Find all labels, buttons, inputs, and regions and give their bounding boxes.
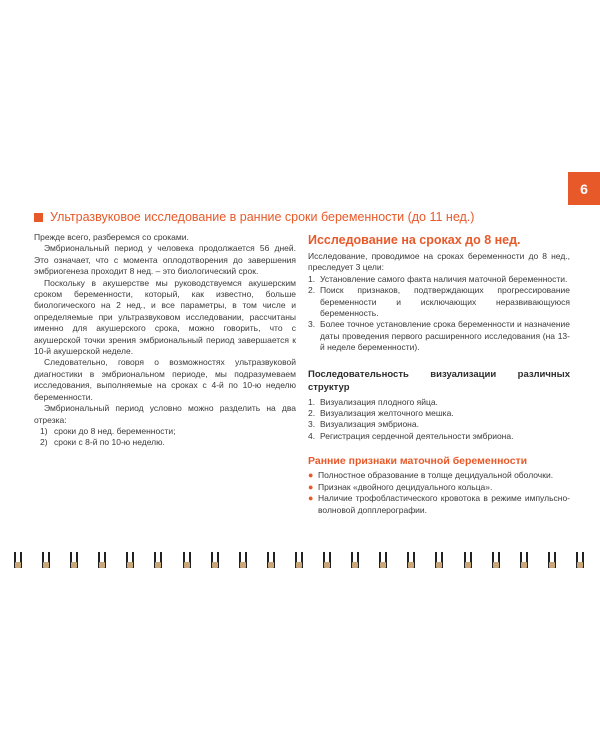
list-text: сроки до 8 нед. беременности;	[54, 425, 176, 436]
section-heading	[34, 210, 554, 224]
film-frame-icon	[546, 550, 560, 570]
list-text: сроки с 8-й по 10-ю неделю.	[54, 437, 165, 448]
film-frame-icon	[574, 550, 588, 570]
bullet-icon: ●	[308, 481, 314, 492]
film-frame-icon	[96, 550, 110, 570]
film-frame-icon	[433, 550, 447, 570]
film-frame-icon	[68, 550, 82, 570]
list-number: 1.	[308, 273, 316, 284]
film-frame-icon	[405, 550, 419, 570]
page-number: 6	[580, 180, 588, 197]
signs-title: Ранние признаки маточной беременности	[308, 455, 528, 468]
list-number: 3.	[308, 419, 316, 430]
right-column	[308, 232, 570, 516]
list-text: Полностное образование в толще децидуальной оболочки.	[318, 470, 554, 481]
list-item	[308, 319, 570, 353]
list-item	[34, 426, 296, 437]
visualization-list	[308, 397, 570, 443]
list-text: Признак «двойного децидуального кольца».	[318, 481, 493, 492]
list-text: Поиск признаков, подтверждающих прогрессирование беременности и исключающих неразвивающуюся беременность.	[320, 285, 570, 319]
list-number: 2.	[308, 408, 316, 419]
section-heading-text: Ультразвуковое исследование в ранние сроки беременности (до 11 нед.)	[50, 210, 475, 224]
list-text: Визуализация плодного яйца.	[320, 396, 438, 407]
list-item	[308, 419, 570, 430]
list-text: Визуализация эмбриона.	[320, 419, 419, 430]
list-item	[34, 437, 296, 448]
list-number: 1.	[308, 396, 316, 407]
film-frame-icon	[124, 550, 138, 570]
list-text: Регистрация сердечной деятельности эмбриона.	[320, 430, 514, 441]
square-bullet-icon	[34, 213, 43, 222]
film-frame-icon	[209, 550, 223, 570]
film-frame-icon	[237, 550, 251, 570]
visualization-title: Последовательность визуализации различных структур	[308, 368, 570, 393]
film-frame-icon	[152, 550, 166, 570]
left-column	[34, 232, 296, 449]
film-frame-icon	[518, 550, 532, 570]
list-item	[308, 493, 570, 516]
film-frame-icon	[321, 550, 335, 570]
paragraph: Поскольку в акушерстве мы руководствуемся акушерским сроком беременности, который, как известно, больше биологического на 2 нед., и все параметры, в том числе и определяемые при ультразвуковом исследовании, рассчитаны именно для акушерского срока, можно говорить, что с акушерской точки зрения эмбриональный период завершается к 10-й акушерской неделе.	[34, 277, 296, 357]
film-frame-icon	[265, 550, 279, 570]
film-frame-icon	[12, 550, 26, 570]
bullet-icon: ●	[308, 470, 314, 481]
list-text: Наличие трофобластического кровотока в режиме импульсно-волновой допплерографии.	[318, 493, 570, 515]
list-item	[308, 470, 570, 481]
subsection-title: Исследование на сроках до 8 нед.	[308, 233, 521, 247]
film-frame-icon	[349, 550, 363, 570]
list-number: 1)	[40, 425, 48, 436]
period-list	[34, 426, 296, 449]
list-item	[308, 482, 570, 493]
list-item	[308, 274, 570, 285]
list-text: Более точное установление срока беременности и назначение даты проведения первого расширенного исследования (на 13-й неделе беременности).	[320, 319, 570, 353]
goals-list	[308, 274, 570, 354]
list-item	[308, 431, 570, 442]
paragraph: Следовательно, говоря о возможностях ультразвуковой диагностики в эмбриональном периоде, мы подразумеваем исследования, выполняемые на сроках с 4-й по 10-ю неделю беременности.	[34, 357, 296, 402]
paragraph: Эмбриональный период у человека продолжается 56 дней. Это означает, что с момента оплодотворения до завершения эмбриогенеза проходит 8 нед. – это биологический срок.	[34, 243, 296, 277]
list-text: Визуализация желточного мешка.	[320, 408, 454, 419]
signs-list	[308, 470, 570, 516]
list-number: 3.	[308, 319, 316, 330]
list-item	[308, 397, 570, 408]
film-strip-decoration	[0, 550, 600, 570]
intro-text: Исследование, проводимое на сроках беременности до 8 нед., преследует 3 цели:	[308, 251, 570, 273]
list-text: Установление самого факта наличия маточной беременности.	[320, 273, 568, 284]
paragraph: Прежде всего, разберемся со сроками.	[34, 232, 189, 242]
list-item	[308, 408, 570, 419]
list-number: 4.	[308, 430, 316, 441]
film-frame-icon	[462, 550, 476, 570]
list-number: 2)	[40, 437, 48, 448]
paragraph: Эмбриональный период условно можно разделить на два отрезка:	[34, 403, 296, 425]
film-frame-icon	[40, 550, 54, 570]
page-number-tab	[568, 172, 600, 205]
list-number: 2.	[308, 285, 316, 296]
film-frame-icon	[293, 550, 307, 570]
film-frame-icon	[490, 550, 504, 570]
film-frame-icon	[377, 550, 391, 570]
bullet-icon: ●	[308, 493, 314, 504]
film-frame-icon	[181, 550, 195, 570]
list-item	[308, 285, 570, 319]
